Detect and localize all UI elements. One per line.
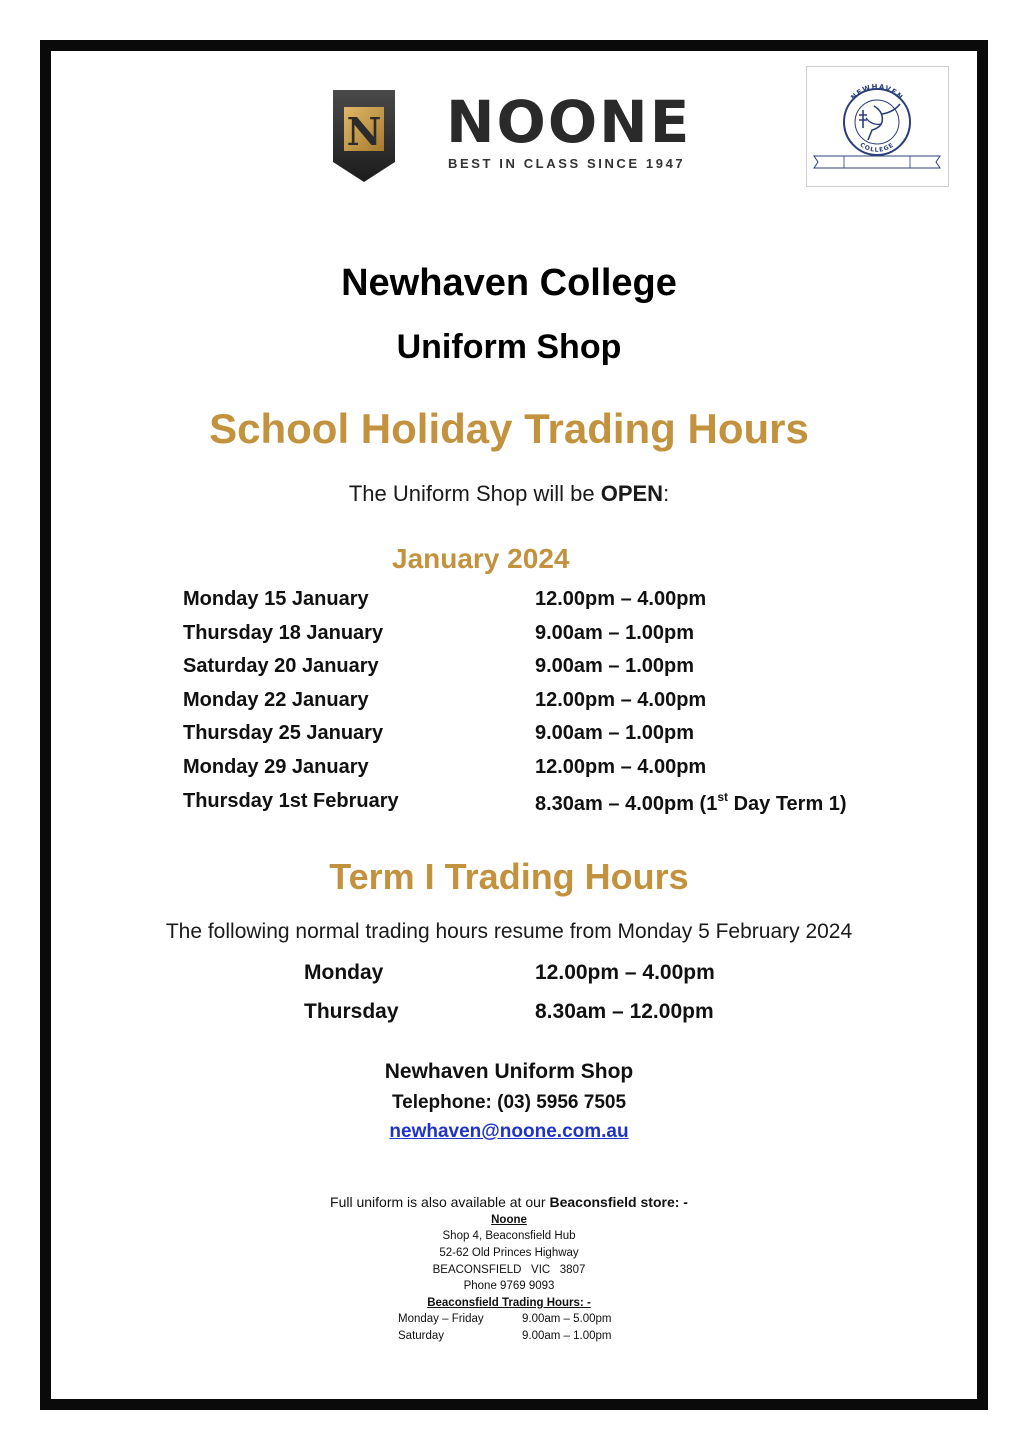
schedule-row-last (183, 786, 903, 820)
month-heading: January 2024 (392, 543, 570, 574)
crest-lower-text: COLLEGE (858, 141, 896, 154)
schedule-row (183, 584, 903, 618)
store-hours-time: 9.00am – 1.00pm (522, 1330, 612, 1342)
schedule-row (183, 752, 903, 786)
schedule-day: Monday 29 January (183, 755, 369, 778)
schedule-row (183, 651, 903, 685)
store-phone: Phone 9769 9093 (463, 1280, 555, 1292)
open-prefix: The Uniform Shop will be (348, 481, 601, 506)
shop-phone: Telephone: (03) 5956 7505 (391, 1092, 627, 1113)
schedule-day: Thursday 18 January (183, 621, 384, 644)
schedule-day: Saturday 20 January (183, 655, 379, 678)
schedule-day: Monday 22 January (183, 688, 369, 711)
page-subtitle: Uniform Shop (396, 328, 622, 366)
schedule-day: Monday 15 January (183, 588, 369, 610)
shop-email-link[interactable]: newhaven@noone.com.au (389, 1121, 629, 1142)
schedule-row (183, 685, 903, 719)
store-address-2: 52-62 Old Princes Highway (439, 1247, 579, 1259)
schedule-time: 9.00am – 1.00pm (535, 621, 694, 644)
holiday-heading: School Holiday Trading Hours (209, 405, 809, 452)
svg-text:NEWHAVEN (849, 83, 904, 102)
time-suffix: Day Term 1) (728, 792, 847, 815)
store-address-3: BEACONSFIELD VIC 3807 (432, 1264, 586, 1276)
emblem-letter: N (346, 109, 382, 154)
store-address-1: Shop 4, Beaconsfield Hub (442, 1230, 576, 1242)
schedule-time: 9.00am – 1.00pm (535, 655, 694, 678)
term-day: Monday (304, 961, 384, 984)
brand-name: NOONE (446, 88, 692, 156)
heron-crest-icon (808, 70, 946, 182)
lead-prefix: Full uniform is also available at our (330, 1194, 550, 1210)
term-heading: Term I Trading Hours (329, 856, 689, 897)
shop-email-wrap (0, 1121, 1018, 1143)
schedule-day: Thursday 1st February (183, 789, 399, 812)
store-hours-day: Monday – Friday (398, 1313, 484, 1325)
schedule-time: 9.00am – 1.00pm (535, 722, 694, 745)
brand-tagline: BEST IN CLASS SINCE 1947 (448, 156, 686, 171)
schedule-row (183, 618, 903, 652)
time-superscript: st (717, 789, 729, 804)
schedule-row (183, 718, 903, 752)
term-time: 8.30am – 12.00pm (535, 1000, 714, 1023)
store-hours-day: Saturday (398, 1330, 445, 1342)
schedule-day: Thursday 25 January (183, 722, 384, 745)
schedule-time: 12.00pm – 4.00pm (535, 688, 707, 711)
crest-arc-text: NEWHAVEN (849, 82, 905, 102)
time-prefix: 8.30am – 4.00pm (1 (535, 792, 718, 815)
term-note: The following normal trading hours resume from Monday 5 February 2024 (165, 920, 853, 943)
term-day: Thursday (304, 1000, 399, 1023)
store-name: Noone (491, 1214, 527, 1226)
schedule-time (535, 790, 847, 816)
holiday-schedule (183, 584, 903, 819)
shop-name: Newhaven Uniform Shop (384, 1060, 634, 1083)
open-suffix: : (663, 481, 670, 506)
schedule-time: 12.00pm – 4.00pm (535, 755, 707, 778)
store-hours-time: 9.00am – 5.00pm (522, 1313, 612, 1325)
store-hours-heading: Beaconsfield Trading Hours: - (427, 1297, 591, 1309)
term-time: 12.00pm – 4.00pm (535, 961, 715, 984)
schedule-time: 12.00pm – 4.00pm (535, 588, 707, 610)
noone-shield-logo-icon (333, 90, 395, 182)
page-title: Newhaven College (341, 262, 677, 304)
beaconsfield-lead (0, 1194, 1018, 1210)
open-bold: OPEN (600, 481, 664, 506)
lead-bold: Beaconsfield store: - (549, 1194, 688, 1210)
open-statement (0, 481, 1018, 507)
